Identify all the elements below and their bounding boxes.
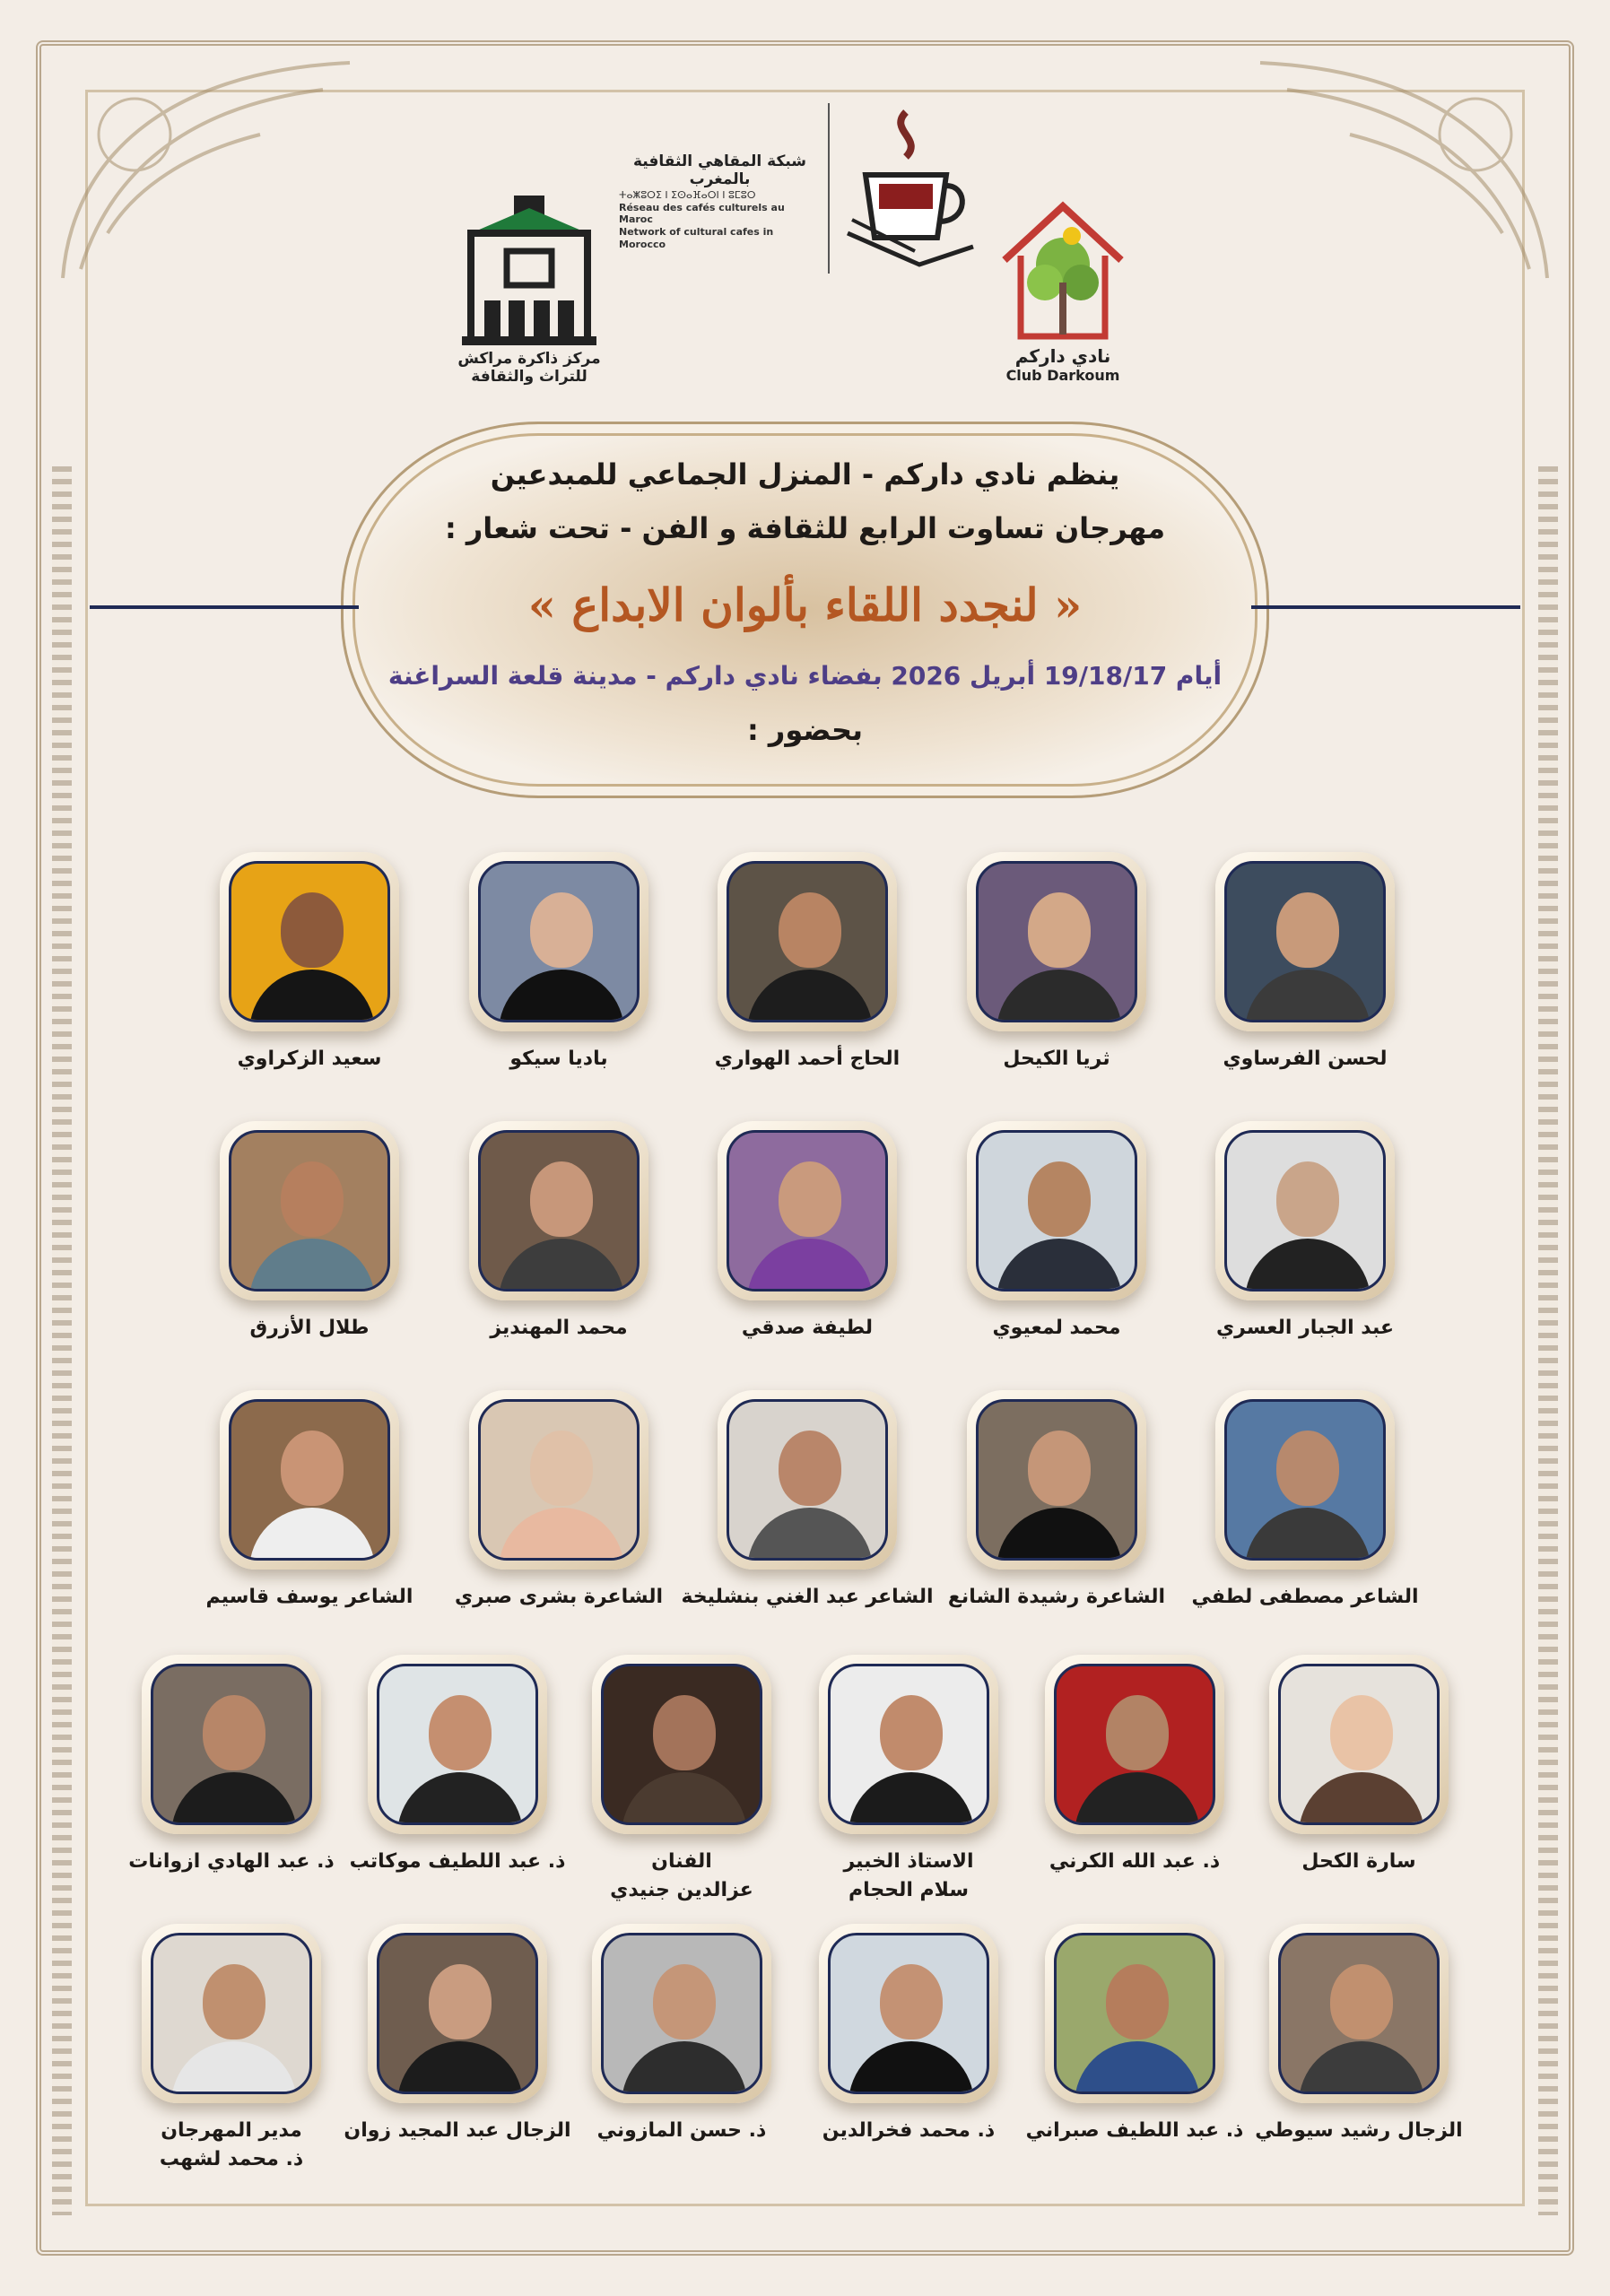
participant-photo-frame (142, 1924, 321, 2103)
participant-photo (976, 1130, 1137, 1292)
participant-name: ذ. حسن المازوني (596, 2119, 767, 2142)
portrait-head (530, 1161, 593, 1237)
participant-card (940, 1390, 1173, 1611)
participant-card (940, 1121, 1173, 1342)
portrait-body (499, 970, 624, 1022)
participant-name: الاستاذ الخبير (843, 1850, 974, 1873)
participant-photo-frame (819, 1924, 998, 2103)
participant-photo (229, 1399, 390, 1561)
portrait-head (1276, 892, 1339, 968)
participant-name: محمد لمعيوي (992, 1317, 1121, 1339)
participant-photo (1278, 1933, 1440, 2094)
participant-photo (151, 1933, 312, 2094)
portrait-body (1245, 1508, 1371, 1561)
participant-photo-frame (718, 1390, 897, 1570)
marrakech-logo-sub: للتراث والثقافة (471, 368, 587, 387)
portrait-head (779, 1431, 841, 1506)
participant-card (193, 1390, 426, 1611)
portrait-body (397, 2041, 523, 2094)
participant-photo (1278, 1664, 1440, 1825)
portrait-body (996, 970, 1122, 1022)
participant-name: ذ. عبد اللطيف موكاتب (349, 1850, 566, 1873)
network-name-en: Network of cultural cafes in Morocco (619, 226, 774, 250)
participant-photo-frame (592, 1924, 771, 2103)
participant-name: طلال الأزرق (249, 1317, 370, 1339)
portrait-head (203, 1964, 265, 2039)
portrait-head (1028, 892, 1091, 968)
participant-name: الشاعر يوسف قاسيم (205, 1586, 413, 1608)
participant-photo-frame (718, 852, 897, 1031)
participant-name: الشاعر عبد الغني بنشليخة (681, 1586, 934, 1608)
participant-name: ذ. عبد الهادي ازوانات (128, 1850, 335, 1873)
festival-dates: أيام 19/18/17 أبريل 2026 بفضاء نادي داركم - مدينة قلعة السراغنة (387, 661, 1223, 691)
portrait-body (1299, 2041, 1424, 2094)
participant-name: الزجال عبد المجيد زوان (344, 2119, 571, 2142)
portrait-body (622, 1772, 747, 1825)
participant-photo-frame (1045, 1655, 1224, 1834)
participant-photo (1224, 1399, 1386, 1561)
portrait-head (1276, 1431, 1339, 1506)
participant-photo (601, 1933, 762, 2094)
participant-photo-frame (368, 1924, 547, 2103)
participant-photo-frame (220, 1121, 399, 1300)
participant-photo-frame (220, 852, 399, 1031)
participant-card (442, 1121, 675, 1342)
portrait-body (249, 1508, 375, 1561)
participant-photo-frame (1215, 852, 1395, 1031)
participant-card (565, 1655, 798, 1903)
participant-name: الزجال رشيد سيوطي (1255, 2119, 1463, 2142)
participant-name: محمد المهنديز (490, 1317, 628, 1339)
corner-ornament-top-right (1251, 54, 1556, 287)
right-border-band (1538, 466, 1558, 2215)
participant-name: ذ. عبد اللطيف صبراني (1025, 2119, 1244, 2142)
participant-name: لطيفة صدقي (741, 1317, 874, 1339)
portrait-body (1075, 2041, 1200, 2094)
portrait-body (397, 1772, 523, 1825)
portrait-head (653, 1695, 716, 1770)
portrait-head (1276, 1161, 1339, 1237)
cafe-cup-logo (834, 103, 987, 274)
participant-photo (828, 1664, 989, 1825)
participant-card (691, 1121, 924, 1342)
participant-photo-frame (1269, 1655, 1449, 1834)
building-icon (453, 188, 605, 350)
marrakech-memory-logo (444, 188, 614, 387)
club-darkoum-logo (987, 193, 1139, 384)
portrait-body (499, 1508, 624, 1561)
participant-photo (828, 1933, 989, 2094)
participant-name: الشاعرة بشرى صبري (454, 1586, 664, 1608)
participant-card (681, 1390, 934, 1611)
marrakech-logo-name: مركز ذاكرة مراكش (457, 350, 601, 368)
participant-photo-frame (1215, 1121, 1395, 1300)
participant-name: باديا سيكو (509, 1048, 608, 1070)
portrait-head (530, 892, 593, 968)
participant-photo-frame (967, 1390, 1146, 1570)
title-banner (90, 422, 1520, 798)
participant-name: الشاعرة رشيدة الشانع (947, 1586, 1166, 1608)
attendance-label: بحضور : (746, 713, 864, 747)
participant-photo-frame (469, 1121, 648, 1300)
portrait-head (779, 892, 841, 968)
portrait-body (1299, 1772, 1424, 1825)
portrait-head (281, 892, 344, 968)
participant-card (940, 852, 1173, 1073)
participant-card (442, 1390, 675, 1611)
participant-card (792, 1655, 1025, 1903)
portrait-body (171, 2041, 297, 2094)
portrait-head (880, 1964, 943, 2039)
network-logo-text (619, 152, 821, 251)
participant-card (1018, 1924, 1251, 2144)
participant-card (193, 852, 426, 1073)
participant-card (1242, 1655, 1475, 1875)
participant-card (115, 1655, 348, 1875)
coffee-cup-icon (839, 103, 982, 274)
participant-name-line2: ذ. محمد لشهب (159, 2147, 304, 2170)
portrait-body (1245, 970, 1371, 1022)
portrait-head (653, 1964, 716, 2039)
left-border-band (52, 466, 72, 2215)
participant-photo-frame (469, 852, 648, 1031)
participant-photo (1054, 1664, 1215, 1825)
house-tree-icon (996, 193, 1130, 345)
participant-photo (976, 1399, 1137, 1561)
participant-photo-frame (967, 852, 1146, 1031)
participant-photo (229, 861, 390, 1022)
participant-photo-frame (718, 1121, 897, 1300)
portrait-head (1330, 1964, 1393, 2039)
portrait-head (779, 1161, 841, 1237)
participant-photo (1054, 1933, 1215, 2094)
participant-photo (601, 1664, 762, 1825)
participant-photo (151, 1664, 312, 1825)
portrait-head (1330, 1695, 1393, 1770)
portrait-body (747, 970, 873, 1022)
participant-photo (1224, 861, 1386, 1022)
participant-photo (478, 1399, 640, 1561)
darkoum-name-latin: Club Darkoum (1005, 367, 1120, 384)
portrait-head (1028, 1161, 1091, 1237)
participant-photo (1224, 1130, 1386, 1292)
participant-photo (377, 1933, 538, 2094)
participant-name: مدير المهرجان (161, 2119, 302, 2142)
participant-name-line2: عزالدين جنيدي (610, 1878, 753, 1901)
portrait-head (880, 1695, 943, 1770)
network-name-tifinagh: ⵜⴰⵥⵓⵔⵉ ⵏ ⵉⵙⴰⴼⴰⵔⵏ ⵏ ⵓⵎⵓⵔ (619, 188, 756, 201)
participant-photo-frame (967, 1121, 1146, 1300)
participant-name: الحاج أحمد الهواري (714, 1048, 901, 1070)
participant-card (565, 1924, 798, 2144)
portrait-head (1106, 1695, 1169, 1770)
participant-card (1242, 1924, 1475, 2144)
participant-name: ذ. عبد الله الكرني (1049, 1850, 1221, 1873)
participant-card (1188, 852, 1422, 1073)
portrait-body (249, 1239, 375, 1292)
participant-photo-frame (819, 1655, 998, 1834)
portrait-body (996, 1508, 1122, 1561)
participant-photo (727, 861, 888, 1022)
portrait-body (747, 1508, 873, 1561)
participant-name: ثريا الكيحل (1003, 1048, 1110, 1070)
network-name-ar: شبكة المقاهي الثقافية بالمغرب (632, 152, 807, 189)
participant-name: الفنان (651, 1850, 712, 1873)
participant-card (792, 1924, 1025, 2144)
participant-photo (478, 1130, 640, 1292)
festival-line: مهرجان تساوت الرابع للثقافة و الفن - تحت شعار : (444, 511, 1166, 545)
participant-photo (377, 1664, 538, 1825)
participant-photo-frame (469, 1390, 648, 1570)
participant-photo (727, 1130, 888, 1292)
portrait-head (429, 1695, 492, 1770)
participant-photo (229, 1130, 390, 1292)
participant-photo-frame (368, 1655, 547, 1834)
participant-card (193, 1121, 426, 1342)
participant-card (115, 1924, 348, 2172)
portrait-body (249, 970, 375, 1022)
participant-card (691, 852, 924, 1073)
organizer-line: ينظم نادي داركم - المنزل الجماعي للمبدعين (490, 457, 1120, 491)
participant-photo-frame (142, 1655, 321, 1834)
portrait-body (1075, 1772, 1200, 1825)
portrait-body (171, 1772, 297, 1825)
portrait-head (1028, 1431, 1091, 1506)
participant-name-line2: سلام الحجام (848, 1878, 970, 1901)
portrait-body (499, 1239, 624, 1292)
portrait-body (849, 1772, 974, 1825)
participant-name: سعيد الزكراوي (237, 1048, 382, 1070)
portrait-body (747, 1239, 873, 1292)
participant-photo (727, 1399, 888, 1561)
festival-slogan: « لنجدد اللقاء بألوان الابداع » (527, 578, 1083, 631)
portrait-head (429, 1964, 492, 2039)
participant-name: لحسن الفرساوي (1223, 1048, 1388, 1070)
participant-photo-frame (592, 1655, 771, 1834)
corner-ornament-top-left (54, 54, 359, 287)
participant-card (1188, 1390, 1422, 1611)
participant-photo-frame (1215, 1390, 1395, 1570)
participant-card (341, 1655, 574, 1875)
portrait-head (530, 1431, 593, 1506)
participant-card (442, 852, 675, 1073)
participant-card (1018, 1655, 1251, 1875)
portrait-body (1245, 1239, 1371, 1292)
portrait-body (849, 2041, 974, 2094)
portrait-head (281, 1161, 344, 1237)
portrait-head (203, 1695, 265, 1770)
logo-divider (828, 103, 830, 274)
participant-name: ذ. محمد فخرالدين (822, 2119, 996, 2142)
participant-photo (976, 861, 1137, 1022)
participant-card (1188, 1121, 1422, 1342)
portrait-body (996, 1239, 1122, 1292)
portrait-body (622, 2041, 747, 2094)
network-name-fr: Réseau des cafés culturels au Maroc (619, 201, 785, 226)
participant-name: سارة الكحل (1301, 1850, 1416, 1873)
participant-photo (478, 861, 640, 1022)
participant-photo-frame (1269, 1924, 1449, 2103)
darkoum-name-ar: نادي داركم (1014, 345, 1111, 367)
portrait-head (1106, 1964, 1169, 2039)
portrait-head (281, 1431, 344, 1506)
participant-photo-frame (220, 1390, 399, 1570)
participant-card (341, 1924, 574, 2144)
participant-name: الشاعر مصطفى لطفي (1191, 1586, 1419, 1608)
participant-photo-frame (1045, 1924, 1224, 2103)
participant-name: عبد الجبار العسري (1215, 1317, 1395, 1339)
